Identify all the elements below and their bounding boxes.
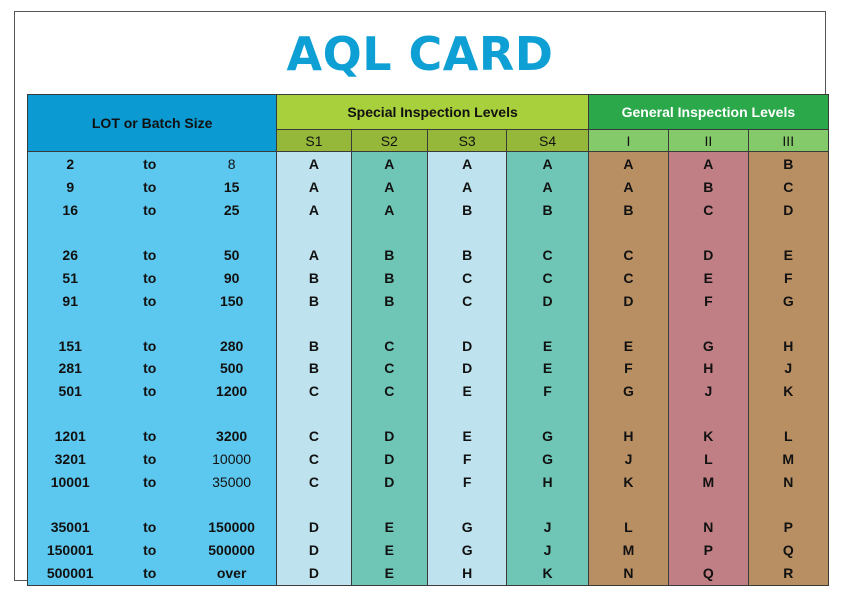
- code-letter-general-i: L: [588, 516, 668, 539]
- spacer-cell: [277, 312, 351, 334]
- group-spacer-row: [28, 494, 829, 516]
- page-title: AQL CARD: [286, 27, 554, 81]
- code-letter-general-ii: N: [669, 516, 748, 539]
- code-letter-general-iii: N: [748, 471, 828, 494]
- lot-to-word: to: [143, 201, 157, 218]
- lot-from: 26: [62, 246, 78, 263]
- code-letter-general-ii: B: [669, 175, 748, 198]
- code-letter-s2: A: [351, 175, 427, 198]
- code-letter-s4: G: [507, 448, 588, 471]
- code-letter-s1: C: [277, 380, 351, 403]
- lot-to-word: to: [143, 451, 157, 468]
- lot-upto: 3200: [216, 428, 248, 445]
- code-letter-general-ii: F: [669, 289, 748, 312]
- spacer-cell: [427, 403, 506, 425]
- aql-card: [14, 11, 826, 581]
- code-letter-s4: A: [507, 152, 588, 176]
- lot-size-cell: [28, 471, 277, 494]
- code-letter-s1: B: [277, 334, 351, 357]
- header-s2: S2: [351, 130, 427, 152]
- lot-size-cell: [28, 289, 277, 312]
- lot-to-word: to: [143, 519, 157, 536]
- code-letter-general-iii: L: [748, 425, 828, 448]
- lot-size-range: [28, 519, 276, 535]
- code-letter-general-ii: G: [669, 334, 748, 357]
- code-letter-s4: D: [507, 289, 588, 312]
- header-s1: S1: [277, 130, 351, 152]
- code-letter-s4: H: [507, 471, 588, 494]
- code-letter-s4: E: [507, 357, 588, 380]
- code-letter-s2: E: [351, 562, 427, 586]
- lot-upto: 8: [227, 155, 236, 172]
- code-letter-general-iii: C: [748, 175, 828, 198]
- code-letter-general-ii: P: [669, 539, 748, 562]
- code-letter-general-i: E: [588, 334, 668, 357]
- spacer-cell: [277, 494, 351, 516]
- spacer-cell: [507, 312, 588, 334]
- code-letter-s4: A: [507, 175, 588, 198]
- lot-size-cell: [28, 516, 277, 539]
- code-letter-s3: C: [427, 289, 506, 312]
- header-general-iii: III: [748, 130, 828, 152]
- code-letter-s4: C: [507, 243, 588, 266]
- table-row: [28, 448, 829, 471]
- code-letter-s1: A: [277, 243, 351, 266]
- spacer-cell: [748, 494, 828, 516]
- code-letter-s1: A: [277, 152, 351, 176]
- table-row: [28, 152, 829, 176]
- code-letter-s3: F: [427, 471, 506, 494]
- spacer-cell: [748, 312, 828, 334]
- aql-table: [27, 94, 829, 586]
- lot-from: 51: [62, 269, 78, 286]
- spacer-cell: [28, 312, 277, 334]
- code-letter-general-ii: A: [669, 152, 748, 176]
- code-letter-s1: B: [277, 357, 351, 380]
- lot-size-cell: [28, 243, 277, 266]
- code-letter-s4: J: [507, 516, 588, 539]
- table-row: [28, 198, 829, 221]
- code-letter-general-i: D: [588, 289, 668, 312]
- code-letter-s4: F: [507, 380, 588, 403]
- lot-size-range: [28, 565, 276, 581]
- code-letter-general-i: J: [588, 448, 668, 471]
- code-letter-s3: E: [427, 380, 506, 403]
- lot-size-range: [28, 202, 276, 218]
- header-general-ii: II: [669, 130, 748, 152]
- spacer-cell: [748, 221, 828, 243]
- spacer-cell: [669, 494, 748, 516]
- lot-to-word: to: [143, 542, 157, 559]
- table-row: [28, 562, 829, 586]
- lot-from: 281: [58, 360, 82, 377]
- lot-size-range: [28, 542, 276, 558]
- header-special-levels: Special Inspection Levels: [277, 95, 588, 130]
- spacer-cell: [588, 494, 668, 516]
- code-letter-general-iii: H: [748, 334, 828, 357]
- spacer-cell: [351, 403, 427, 425]
- table-row: [28, 175, 829, 198]
- spacer-cell: [277, 221, 351, 243]
- lot-from: 151: [58, 337, 82, 354]
- lot-size-range: [28, 474, 276, 490]
- lot-from: 35001: [50, 519, 90, 536]
- code-letter-s4: C: [507, 266, 588, 289]
- lot-upto: 150000: [208, 519, 255, 536]
- lot-upto: 10000: [212, 451, 252, 468]
- code-letter-general-i: C: [588, 243, 668, 266]
- lot-size-range: [28, 360, 276, 376]
- lot-size-cell: [28, 357, 277, 380]
- code-letter-s2: C: [351, 334, 427, 357]
- code-letter-general-ii: J: [669, 380, 748, 403]
- code-letter-s2: D: [351, 448, 427, 471]
- lot-from: 500001: [46, 565, 94, 582]
- code-letter-general-i: C: [588, 266, 668, 289]
- code-letter-s4: J: [507, 539, 588, 562]
- lot-size-cell: [28, 266, 277, 289]
- code-letter-s3: G: [427, 539, 506, 562]
- code-letter-general-i: F: [588, 357, 668, 380]
- spacer-cell: [28, 403, 277, 425]
- lot-size-cell: [28, 380, 277, 403]
- code-letter-s4: G: [507, 425, 588, 448]
- lot-from: 501: [58, 383, 82, 400]
- table-row: [28, 539, 829, 562]
- lot-size-range: [28, 293, 276, 309]
- lot-to-word: to: [143, 474, 157, 491]
- code-letter-s1: D: [277, 516, 351, 539]
- lot-size-range: [28, 428, 276, 444]
- lot-size-range: [28, 338, 276, 354]
- spacer-cell: [507, 221, 588, 243]
- table-row: [28, 289, 829, 312]
- lot-from: 91: [62, 292, 78, 309]
- code-letter-general-iii: P: [748, 516, 828, 539]
- code-letter-general-i: H: [588, 425, 668, 448]
- lot-from: 150001: [46, 542, 94, 559]
- lot-from: 3201: [54, 451, 86, 468]
- lot-size-cell: [28, 198, 277, 221]
- code-letter-general-i: B: [588, 198, 668, 221]
- aql-table-wrapper: [27, 94, 829, 586]
- header-general-levels: General Inspection Levels: [588, 95, 828, 130]
- code-letter-s2: B: [351, 289, 427, 312]
- table-row: [28, 516, 829, 539]
- code-letter-general-iii: F: [748, 266, 828, 289]
- code-letter-s2: C: [351, 357, 427, 380]
- header-lot-size: LOT or Batch Size: [28, 95, 277, 152]
- code-letter-s1: C: [277, 425, 351, 448]
- code-letter-s3: B: [427, 243, 506, 266]
- lot-upto: 150: [219, 292, 244, 309]
- lot-from: 16: [62, 201, 78, 218]
- group-spacer-row: [28, 403, 829, 425]
- code-letter-s1: C: [277, 448, 351, 471]
- lot-upto: 15: [223, 178, 240, 195]
- code-letter-s3: E: [427, 425, 506, 448]
- lot-upto: 90: [223, 269, 240, 286]
- code-letter-s1: D: [277, 539, 351, 562]
- code-letter-s4: K: [507, 562, 588, 586]
- spacer-cell: [748, 403, 828, 425]
- lot-size-cell: [28, 425, 277, 448]
- code-letter-general-ii: E: [669, 266, 748, 289]
- code-letter-general-ii: D: [669, 243, 748, 266]
- lot-size-range: [28, 179, 276, 195]
- table-row: [28, 266, 829, 289]
- lot-to-word: to: [143, 178, 157, 195]
- lot-upto: 500000: [208, 542, 255, 559]
- code-letter-s2: A: [351, 198, 427, 221]
- spacer-cell: [28, 494, 277, 516]
- table-row: [28, 243, 829, 266]
- code-letter-general-iii: E: [748, 243, 828, 266]
- code-letter-s2: E: [351, 516, 427, 539]
- spacer-cell: [588, 403, 668, 425]
- spacer-cell: [28, 221, 277, 243]
- lot-upto: 35000: [212, 474, 252, 491]
- lot-from: 1201: [54, 428, 86, 445]
- lot-size-cell: [28, 175, 277, 198]
- code-letter-general-ii: L: [669, 448, 748, 471]
- lot-to-word: to: [143, 269, 157, 286]
- code-letter-s3: D: [427, 357, 506, 380]
- lot-upto: 50: [223, 246, 240, 263]
- spacer-cell: [669, 403, 748, 425]
- code-letter-s1: A: [277, 175, 351, 198]
- code-letter-s3: C: [427, 266, 506, 289]
- group-spacer-row: [28, 312, 829, 334]
- spacer-cell: [427, 494, 506, 516]
- code-letter-s3: B: [427, 198, 506, 221]
- table-row: [28, 471, 829, 494]
- code-letter-s1: B: [277, 289, 351, 312]
- header-s4: S4: [507, 130, 588, 152]
- spacer-cell: [427, 312, 506, 334]
- code-letter-s2: B: [351, 266, 427, 289]
- lot-to-word: to: [143, 155, 157, 172]
- aql-table-body: [28, 152, 829, 586]
- table-row: [28, 357, 829, 380]
- code-letter-general-i: A: [588, 175, 668, 198]
- code-letter-s3: H: [427, 562, 506, 586]
- lot-size-cell: [28, 152, 277, 176]
- spacer-cell: [351, 312, 427, 334]
- table-row: [28, 380, 829, 403]
- code-letter-general-iii: B: [748, 152, 828, 176]
- code-letter-s2: B: [351, 243, 427, 266]
- code-letter-s3: F: [427, 448, 506, 471]
- code-letter-general-i: G: [588, 380, 668, 403]
- code-letter-s1: B: [277, 266, 351, 289]
- code-letter-s2: D: [351, 471, 427, 494]
- code-letter-s3: A: [427, 152, 506, 176]
- lot-upto: 280: [219, 337, 244, 354]
- code-letter-s1: D: [277, 562, 351, 586]
- lot-upto: 25: [223, 201, 240, 218]
- spacer-cell: [277, 403, 351, 425]
- lot-to-word: to: [143, 383, 157, 400]
- lot-size-range: [28, 156, 276, 172]
- code-letter-general-iii: R: [748, 562, 828, 586]
- lot-size-cell: [28, 334, 277, 357]
- lot-to-word: to: [143, 337, 157, 354]
- lot-upto: over: [216, 565, 247, 582]
- code-letter-general-i: A: [588, 152, 668, 176]
- code-letter-s2: A: [351, 152, 427, 176]
- code-letter-general-i: K: [588, 471, 668, 494]
- code-letter-s2: D: [351, 425, 427, 448]
- lot-size-cell: [28, 539, 277, 562]
- spacer-cell: [351, 494, 427, 516]
- header-s3: S3: [427, 130, 506, 152]
- code-letter-s1: C: [277, 471, 351, 494]
- lot-size-cell: [28, 562, 277, 586]
- lot-upto: 500: [219, 360, 244, 377]
- spacer-cell: [351, 221, 427, 243]
- spacer-cell: [507, 403, 588, 425]
- code-letter-s3: A: [427, 175, 506, 198]
- lot-from: 10001: [50, 474, 90, 491]
- code-letter-general-iii: G: [748, 289, 828, 312]
- code-letter-s2: C: [351, 380, 427, 403]
- lot-from: 2: [66, 155, 75, 172]
- lot-size-range: [28, 270, 276, 286]
- spacer-cell: [588, 312, 668, 334]
- group-spacer-row: [28, 221, 829, 243]
- code-letter-general-ii: K: [669, 425, 748, 448]
- lot-to-word: to: [143, 428, 157, 445]
- code-letter-s3: G: [427, 516, 506, 539]
- lot-size-cell: [28, 448, 277, 471]
- code-letter-general-ii: M: [669, 471, 748, 494]
- lot-upto: 1200: [216, 383, 248, 400]
- lot-to-word: to: [143, 292, 157, 309]
- code-letter-general-iii: Q: [748, 539, 828, 562]
- code-letter-general-iii: J: [748, 357, 828, 380]
- code-letter-s1: A: [277, 198, 351, 221]
- code-letter-general-ii: H: [669, 357, 748, 380]
- spacer-cell: [669, 221, 748, 243]
- lot-to-word: to: [143, 565, 157, 582]
- code-letter-s2: E: [351, 539, 427, 562]
- code-letter-s4: E: [507, 334, 588, 357]
- table-row: [28, 334, 829, 357]
- code-letter-general-ii: C: [669, 198, 748, 221]
- lot-to-word: to: [143, 246, 157, 263]
- spacer-cell: [588, 221, 668, 243]
- spacer-cell: [507, 494, 588, 516]
- lot-size-range: [28, 451, 276, 467]
- spacer-cell: [669, 312, 748, 334]
- lot-size-range: [28, 383, 276, 399]
- spacer-cell: [427, 221, 506, 243]
- header-general-i: I: [588, 130, 668, 152]
- code-letter-general-iii: D: [748, 198, 828, 221]
- code-letter-s3: D: [427, 334, 506, 357]
- code-letter-general-ii: Q: [669, 562, 748, 586]
- table-row: [28, 425, 829, 448]
- code-letter-general-i: N: [588, 562, 668, 586]
- lot-to-word: to: [143, 360, 157, 377]
- lot-size-range: [28, 247, 276, 263]
- code-letter-general-iii: K: [748, 380, 828, 403]
- code-letter-general-iii: M: [748, 448, 828, 471]
- code-letter-s4: B: [507, 198, 588, 221]
- lot-from: 9: [66, 178, 75, 195]
- code-letter-general-i: M: [588, 539, 668, 562]
